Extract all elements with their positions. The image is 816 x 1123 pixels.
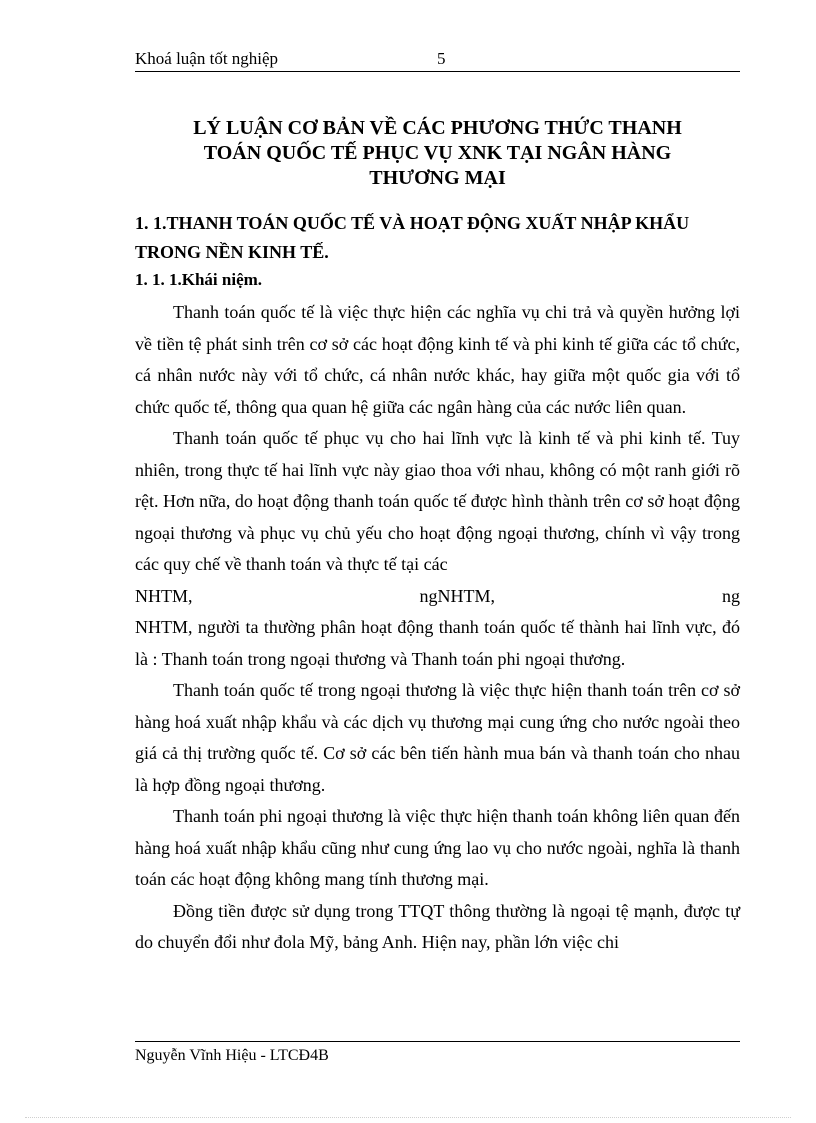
page-header (135, 48, 740, 70)
page-number: 5 (437, 49, 446, 68)
header-title: Khoá luận tốt nghiệp (135, 49, 279, 68)
chapter-title-line: TOÁN QUỐC TẾ PHỤC VỤ XNK TẠI NGÂN HÀNG (203, 142, 672, 164)
spaced-line (135, 581, 740, 613)
footer-divider (135, 1041, 740, 1042)
subsection-heading: 1. 1. 1.Khái niệm. (135, 270, 263, 289)
footer-author: Nguyễn Vĩnh Hiệu - LTCĐ4B (135, 1047, 329, 1064)
word: ng (722, 585, 740, 606)
chapter-title (135, 116, 740, 191)
chapter-title-line: LÝ LUẬN CƠ BẢN VỀ CÁC PHƯƠNG THỨC THANH (193, 117, 682, 139)
header-divider (135, 71, 740, 72)
word: ngNHTM, (419, 585, 495, 606)
paragraph: Thanh toán quốc tế trong ngoại thương là việc thực hiện thanh toán trên cơ sở hàng hoá xuất nhập khẩu và các dịch vụ thương mại cung ứng cho nước ngoài theo giá cả thị trường quốc tế. Cơ sở các bên tiến hành mua bán và thanh toán cho nhau là hợp đồng ngoại thương. (135, 680, 740, 795)
body-text (135, 297, 740, 959)
page-edge (25, 1117, 791, 1118)
section-heading (135, 209, 740, 267)
section-heading-line: TRONG NỀN KINH TẾ. (135, 242, 329, 262)
section-heading-line: 1. 1.THANH TOÁN QUỐC TẾ VÀ HOẠT ĐỘNG XUẤT NHẬP KHẨU (135, 213, 690, 233)
chapter-title-line: THƯƠNG MẠI (369, 167, 506, 189)
paragraph: Đồng tiền được sử dụng trong TTQT thông thường là ngoại tệ mạnh, được tự do chuyển đổi như đola Mỹ, bảng Anh. Hiện nay, phần lớn việc chi (135, 900, 740, 952)
word: NHTM, (135, 585, 193, 606)
paragraph-continuation: NHTM, người ta thường phân hoạt động thanh toán quốc tế thành hai lĩnh vực, đó là : Thanh toán trong ngoại thương và Thanh toán phi ngoại thương. (135, 617, 740, 669)
paragraph: Thanh toán quốc tế là việc thực hiện các nghĩa vụ chi trả và quyền hưởng lợi về tiền tệ phát sinh trên cơ sở các hoạt động kinh tế và phi kinh tế giữa các tổ chức, cá nhân nước này với tổ chức, cá nhân nước khác, hay giữa một quốc gia với tổ chức quốc tế, thông qua quan hệ giữa các ngân hàng của các nước liên quan. (135, 302, 740, 417)
paragraph: Thanh toán quốc tế phục vụ cho hai lĩnh vực là kinh tế và phi kinh tế. Tuy nhiên, trong thực tế hai lĩnh vực này giao thoa với nhau, không có một ranh giới rõ rệt. Hơn nữa, do hoạt động thanh toán quốc tế được hình thành trên cơ sở hoạt động ngoại thương và phục vụ chủ yếu cho hoạt động ngoại thương, chính vì vậy trong các quy chế về thanh toán và thực tế tại các (135, 428, 740, 574)
paragraph: Thanh toán phi ngoại thương là việc thực hiện thanh toán không liên quan đến hàng hoá xuất nhập khẩu cũng như cung ứng lao vụ cho nước ngoài, nghĩa là thanh toán các hoạt động không mang tính thương mại. (135, 806, 740, 889)
